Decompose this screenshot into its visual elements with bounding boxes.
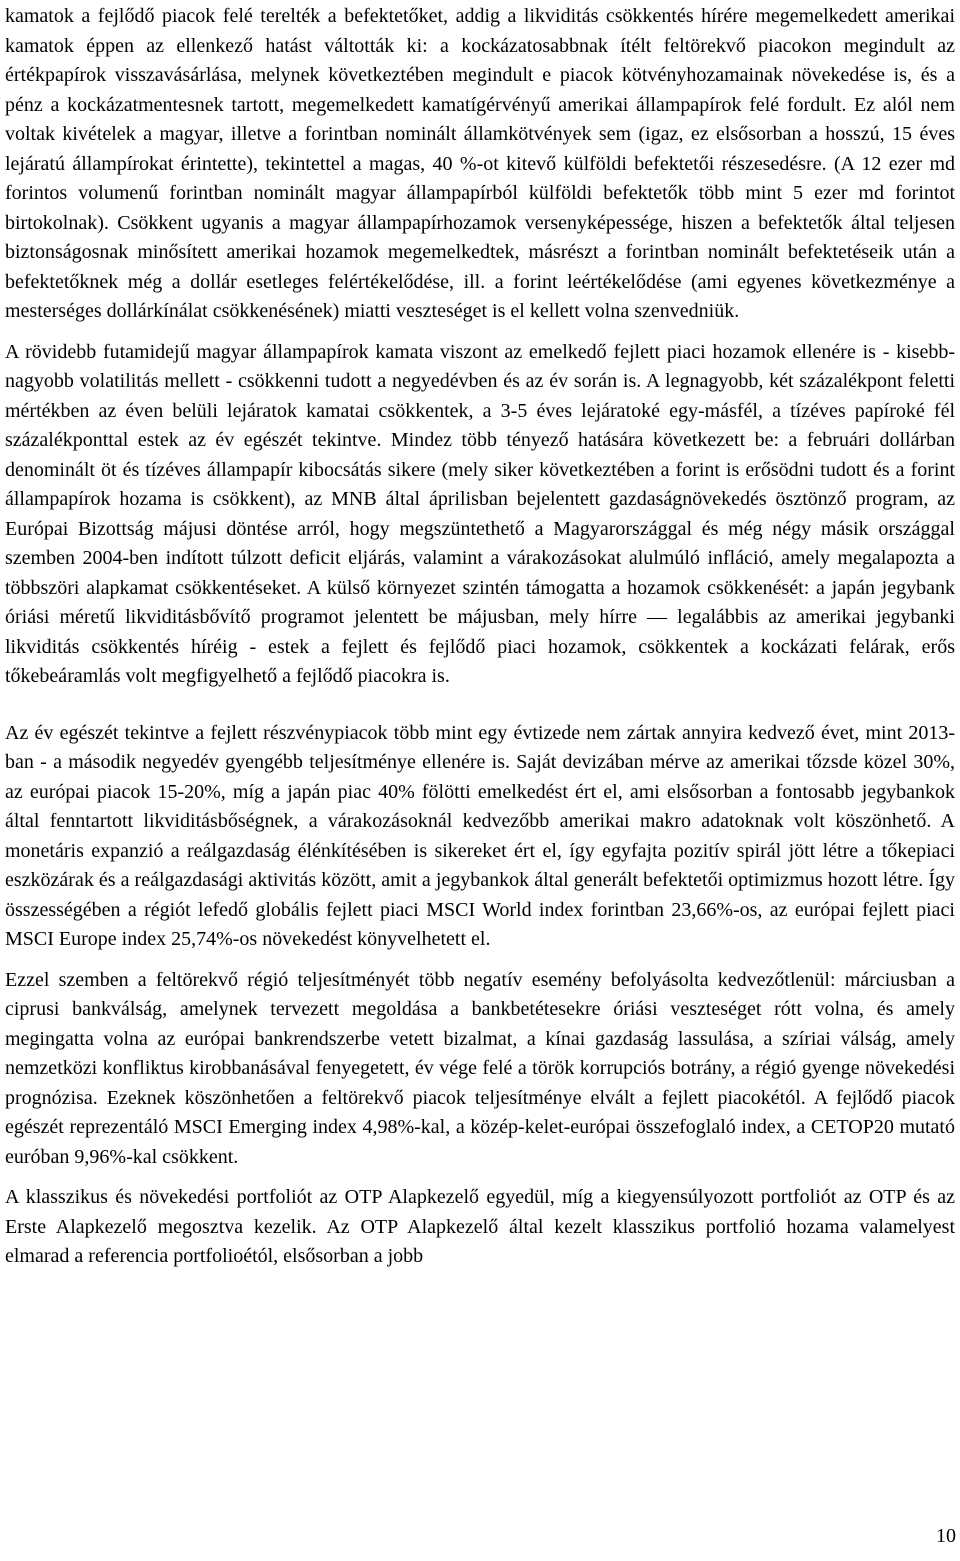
paragraph-emerging-markets: Ezzel szemben a feltörekvő régió teljesítményét több negatív esemény befolyásolta kedvezőtlenül: márciusban a ciprusi bankválság, amelynek tervezett megoldása a bankbetétesekre óriási veszteséget rótt volna, és amely megingatta volna az európai bankrendszerbe vetett bizalmat, a kínai gazdaság lassulása, a szíriai válság, amely nemzetközi konfliktus kirobbanásával fenyegetett, év vége felé a török korrupciós botrány, a régió gyenge növekedési prognózisa. Ezeknek köszönhetően a feltörekvő piacok teljesítménye elvált a fejlett piacokétól. A fejlődő piacok egészét reprezentáló MSCI Emerging index 4,98%-kal, a közép-kelet-európai összefoglaló index, a CETOP20 mutató euróban 9,96%-kal csökkent. bbox=[5, 968, 955, 1168]
paragraph-developed-equity-markets: Az év egészét tekintve a fejlett részvénypiacok több mint egy évtizede nem zártak annyira kedvező évet, mint 2013-ban - a második negyedév gyengébb teljesítménye ellenére is. Saját devizában mérve az amerikai tőzsde közel 30%, az európai piacok 15-20%, míg a japán piac 40% fölötti emelkedést ért el, ami elsősorban a fontosabb jegybankok által fenntartott likviditásbőségnek, a várakozásoknál kedvezőbb amerikai makro adatoknak volt köszönhető. A monetáris expanzió a reálgazdaság élénkítésében is sikereket ért el, így egyfajta pozitív spirál jött létre a tőkepiaci eszközárak és a reálgazdasági aktivitás között, amit a jegybankok által generált befektetői optimizmus hozott létre. Így összességében a régiót lefedő globális fejlett piaci MSCI World index forintban 23,66%-os, az európai fejlett piaci MSCI Europe index 25,74%-os növekedést könyvelhetett el. bbox=[5, 721, 955, 950]
document-page bbox=[5, 2, 955, 1272]
page-number: 10 bbox=[936, 1525, 956, 1547]
paragraph-interest-rates: kamatok a fejlődő piacok felé terelték a befektetőket, addig a likviditás csökkentés hírére megemelkedett amerikai kamatok éppen az ellenkező hatást váltották ki: a kockázatosabbnak ítélt feltörekvő piacokon megindult az értékpapírok visszavásárlása, melynek következtében megindult e piacok kötvényhozamainak növekedése is, és a pénz a kockázatmentesnek tartott, megemelkedett kamatígérvényű amerikai állampapírok felé fordult. Ez alól nem voltak kivételek a magyar, illetve a forintban nominált államkötvények sem (igaz, ez elsősorban a hosszú, 15 éves lejáratú állampírokat érintette), tekintettel a magas, 40 %-ot kitevő külföldi befektetői részesedésre. (A 12 ezer md forintos volumenű forintban nominált magyar állampapírból külföldi befektetők több mint 5 ezer md forintot birtokolnak). Csökkent ugyanis a magyar állampapírhozamok versenyképessége, hiszen a befektetők által teljesen biztonságosnak minősített amerikai hozamok megemelkedtek, másrészt a forintban nominált befektetéseik után a befektetőknek még a dollár esetleges felértékelődése, ill. a forint leértékelődése (ami egyenes következménye a mesterséges dollárkínálat csökkenésének) miatti veszteséget is el kellett volna szenvedniük. bbox=[5, 5, 955, 322]
paragraph-short-term-bonds: A rövidebb futamidejű magyar állampapírok kamata viszont az emelkedő fejlett piaci hozamok ellenére is - kisebb-nagyobb volatilitás mellett - csökkenni tudott a negyedévben és az év során is. A legnagyobb, két százalékpont feletti mértékben az éven belüli lejáratok kamatai csökkentek, a 3-5 éves lejáratoké egy-másfél, a tízéves papíroké fél százalékponttal estek az év egészét tekintve. Mindez több tényező hatására következett be: a februári dollárban denominált öt és tízéves állampapír kibocsátás sikere (mely siker következtében a forint is erősödni tudott és a forint állampapírok hozama is csökkent), az MNB által áprilisban bejelentett gazdaságnövekedés ösztönző program, az Európai Bizottság májusi döntése arról, hogy megszüntethető a Magyarországgal és még négy másik országgal szemben 2004-ben indított túlzott deficit eljárás, valamint a várakozásokat alulmúló infláció, amely megalapozta a többszöri alapkamat csökkentéseket. A külső környezet szintén támogatta a hozamok csökkenését: a japán jegybank óriási méretű likviditásbővítő programot jelentett be májusban, mely hírre — legalábbis az amerikai jegybanki likviditás csökkentés híréig - estek a fejlett és fejlődő piaci hozamok, csökkentek a kockázati felárak, erős tőkebeáramlás volt megfigyelhető a fejlődő piacokra is. bbox=[5, 340, 955, 687]
paragraph-portfolio-management: A klasszikus és növekedési portfoliót az OTP Alapkezelő egyedül, míg a kiegyensúlyozott portfoliót az OTP és az Erste Alapkezelő megosztva kezelik. Az OTP Alapkezelő által kezelt klasszikus portfolió hozama valamelyest elmarad a referencia portfolioétól, elsősorban a jobb bbox=[5, 1186, 955, 1267]
